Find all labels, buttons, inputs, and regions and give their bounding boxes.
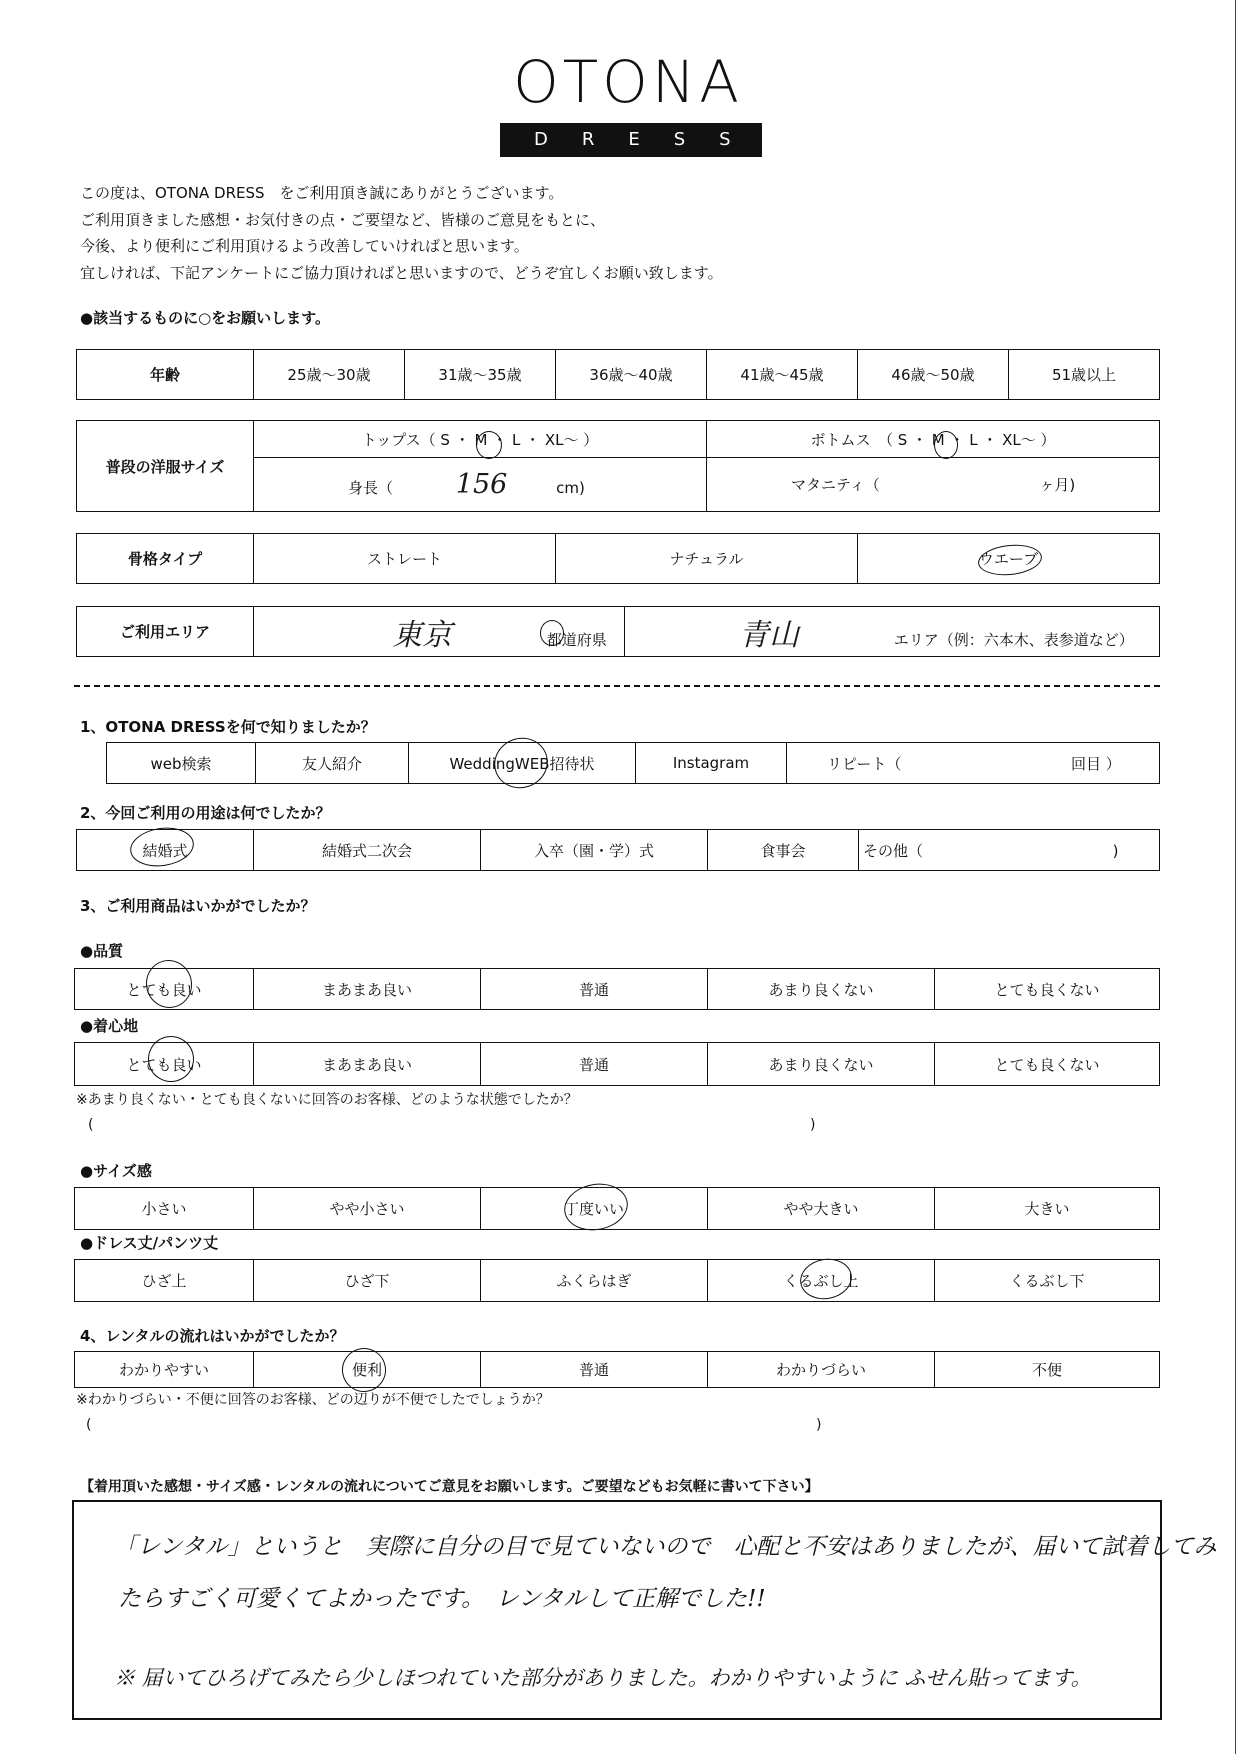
comfort-heading: ●着心地 bbox=[80, 1017, 139, 1035]
age-option[interactable]: 36歳～40歳 bbox=[556, 350, 707, 400]
selection-circle-mark bbox=[487, 730, 555, 795]
comment-line: 「レンタル」というと 実際に自分の目で見ていないので 心配と不安はありましたが、届いて試着してみ bbox=[114, 1534, 1217, 1560]
age-table bbox=[76, 349, 1160, 400]
height-field[interactable] bbox=[254, 458, 707, 512]
age-option[interactable]: 41歳～45歳 bbox=[707, 350, 858, 400]
comfort-note-open: ( bbox=[88, 1117, 94, 1133]
q4-option[interactable]: わかりづらい bbox=[708, 1352, 935, 1388]
frame-type-option[interactable]: ウエーブ bbox=[858, 534, 1160, 584]
quality-option[interactable]: とても良い bbox=[75, 969, 254, 1010]
comfort-option[interactable]: あまり良くない bbox=[708, 1043, 935, 1086]
comfort-option[interactable]: とても良くない bbox=[935, 1043, 1160, 1086]
length-heading: ●ドレス丈/パンツ丈 bbox=[80, 1234, 219, 1252]
intro-line: 今後、より便利にご利用頂けるよう改善していければと思います。 bbox=[80, 237, 529, 255]
q2-option[interactable]: 食事会 bbox=[708, 830, 859, 871]
q1-option[interactable]: Instagram bbox=[636, 743, 787, 784]
age-option[interactable]: 31歳～35歳 bbox=[405, 350, 556, 400]
intro-line: ご利用頂きました感想・お気付きの点・ご要望など、皆様のご意見をもとに、 bbox=[80, 210, 606, 229]
size-label: 普段の洋服サイズ bbox=[77, 421, 254, 512]
comfort-option[interactable]: とても良い bbox=[75, 1043, 254, 1086]
q1-table bbox=[106, 742, 1160, 784]
height-label: 身長（ bbox=[348, 479, 394, 498]
brand-logo: OTONA bbox=[513, 48, 743, 116]
length-option[interactable]: くるぶし下 bbox=[935, 1260, 1160, 1302]
comfort-table bbox=[74, 1042, 1160, 1086]
height-unit: cm) bbox=[556, 479, 585, 498]
q1-heading: 1、OTONA DRESSを何で知りましたか？ bbox=[80, 718, 376, 736]
quality-table bbox=[74, 968, 1160, 1010]
fit-option[interactable]: やや大きい bbox=[708, 1188, 935, 1230]
q4-note-open: ( bbox=[86, 1417, 92, 1433]
fit-option[interactable]: 小さい bbox=[75, 1188, 254, 1230]
comfort-note: ※あまり良くない・とても良くないに回答のお客様、どのような状態でしたか？ bbox=[76, 1092, 578, 1108]
fit-option[interactable]: 丁度いい bbox=[481, 1188, 708, 1230]
length-option[interactable]: ひざ上 bbox=[75, 1260, 254, 1302]
q2-table bbox=[76, 829, 1160, 871]
comfort-option[interactable]: まあまあ良い bbox=[254, 1043, 481, 1086]
q4-option[interactable]: わかりやすい bbox=[75, 1352, 254, 1388]
intro-text bbox=[80, 180, 723, 286]
scan-edge-line bbox=[1235, 0, 1236, 1754]
age-option[interactable]: 25歳～30歳 bbox=[254, 350, 405, 400]
maternity-field[interactable] bbox=[707, 458, 1160, 512]
comment-line: ※ 届いてひろげてみたら少しほつれていた部分がありました。わかりやすいように ふせん貼ってます。 bbox=[114, 1666, 1092, 1690]
q4-heading: 4、レンタルの流れはいかがでしたか？ bbox=[80, 1327, 345, 1345]
area-table bbox=[76, 606, 1160, 657]
frame-type-label: 骨格タイプ bbox=[77, 534, 254, 584]
prefecture-suffix: 都道府県 bbox=[546, 630, 607, 649]
instruction-heading: ●該当するものに○をお願いします。 bbox=[80, 309, 330, 327]
selection-circle-mark bbox=[934, 431, 958, 459]
comfort-option[interactable]: 普通 bbox=[481, 1043, 708, 1086]
length-table bbox=[74, 1259, 1160, 1302]
maternity-unit: ヶ月) bbox=[1039, 476, 1076, 495]
quality-option[interactable]: まあまあ良い bbox=[254, 969, 481, 1010]
q2-heading: 2、今回ご利用の用途は何でしたか？ bbox=[80, 804, 331, 822]
q2-option[interactable]: 入卒（園・学）式 bbox=[481, 830, 708, 871]
q1-repeat-field[interactable] bbox=[787, 743, 1160, 784]
q1-option[interactable]: 友人紹介 bbox=[256, 743, 409, 784]
q1-option[interactable]: WeddingWEB招待状 bbox=[409, 743, 636, 784]
selection-circle-mark bbox=[476, 431, 502, 459]
size-table bbox=[76, 420, 1160, 512]
q4-table bbox=[74, 1351, 1160, 1388]
q1-option[interactable]: web検索 bbox=[107, 743, 256, 784]
q2-option[interactable]: 結婚式二次会 bbox=[254, 830, 481, 871]
quality-option[interactable]: あまり良くない bbox=[708, 969, 935, 1010]
intro-line: この度は、OTONA DRESS をご利用頂き誠にありがとうございます。 bbox=[80, 184, 564, 202]
frame-type-option[interactable]: ストレート bbox=[254, 534, 556, 584]
age-label: 年齢 bbox=[77, 350, 254, 400]
prefecture-field[interactable] bbox=[254, 607, 625, 657]
q4-option[interactable]: 便利 bbox=[254, 1352, 481, 1388]
fit-heading: ●サイズ感 bbox=[80, 1162, 152, 1180]
q1-repeat-label: リピート（ bbox=[827, 754, 902, 773]
q2-other-field[interactable] bbox=[859, 830, 1160, 871]
quality-option[interactable]: 普通 bbox=[481, 969, 708, 1010]
q1-repeat-unit: 回目 ） bbox=[1070, 754, 1121, 773]
prefecture-value: 東京 bbox=[392, 617, 452, 653]
age-option[interactable]: 51歳以上 bbox=[1009, 350, 1160, 400]
height-value: 156 bbox=[455, 469, 508, 501]
fit-option[interactable]: やや小さい bbox=[254, 1188, 481, 1230]
q2-other-label: その他（ bbox=[863, 841, 924, 860]
quality-heading: ●品質 bbox=[80, 942, 124, 960]
q2-other-close: ) bbox=[1112, 841, 1119, 860]
length-option[interactable]: ひざ下 bbox=[254, 1260, 481, 1302]
length-option[interactable]: ふくらはぎ bbox=[481, 1260, 708, 1302]
q4-option[interactable]: 不便 bbox=[935, 1352, 1160, 1388]
q4-note: ※わかりづらい・不便に回答のお客様、どの辺りが不便でしたでしょうか？ bbox=[76, 1392, 550, 1408]
fit-option[interactable]: 大きい bbox=[935, 1188, 1160, 1230]
q2-option[interactable]: 結婚式 bbox=[77, 830, 254, 871]
area-label: ご利用エリア bbox=[77, 607, 254, 657]
brand-logo-sub: DRESS bbox=[500, 123, 762, 157]
intro-line: 宜しければ、下記アンケートにご協力頂ければと思いますので、どうぞ宜しくお願い致します。 bbox=[80, 263, 723, 282]
q4-option[interactable]: 普通 bbox=[481, 1352, 708, 1388]
length-option[interactable]: くるぶし上 bbox=[708, 1260, 935, 1302]
frame-type-option[interactable]: ナチュラル bbox=[556, 534, 858, 584]
comments-box[interactable] bbox=[72, 1500, 1217, 1720]
area-value: 青山 bbox=[739, 617, 799, 653]
area-suffix: エリア（例：六本木、表参道など） bbox=[893, 630, 1134, 649]
q3-heading: 3、ご利用商品はいかがでしたか？ bbox=[80, 897, 316, 915]
maternity-label: マタニティ（ bbox=[791, 476, 880, 495]
section-divider bbox=[74, 685, 1160, 687]
bottoms-size-field[interactable]: ボトムス （ S ・ M ・ L ・ XL～ ） bbox=[707, 421, 1160, 458]
comments-heading: 【着用頂いた感想・サイズ感・レンタルの流れについてご意見をお願いします。ご要望などもお気軽に書いて下さい】 bbox=[80, 1479, 819, 1495]
age-option[interactable]: 46歳～50歳 bbox=[858, 350, 1009, 400]
comfort-note-close: ) bbox=[810, 1117, 816, 1133]
q4-note-close: ) bbox=[816, 1417, 822, 1433]
area-field[interactable] bbox=[625, 607, 1160, 657]
selection-circle-mark bbox=[540, 620, 564, 646]
comment-line: たらすごく可愛くてよかったです。 レンタルして正解でした!! bbox=[118, 1586, 766, 1612]
quality-option[interactable]: とても良くない bbox=[935, 969, 1160, 1010]
tops-size-field[interactable]: トップス（ S ・ M ・ L ・ XL～ ） bbox=[254, 421, 707, 458]
